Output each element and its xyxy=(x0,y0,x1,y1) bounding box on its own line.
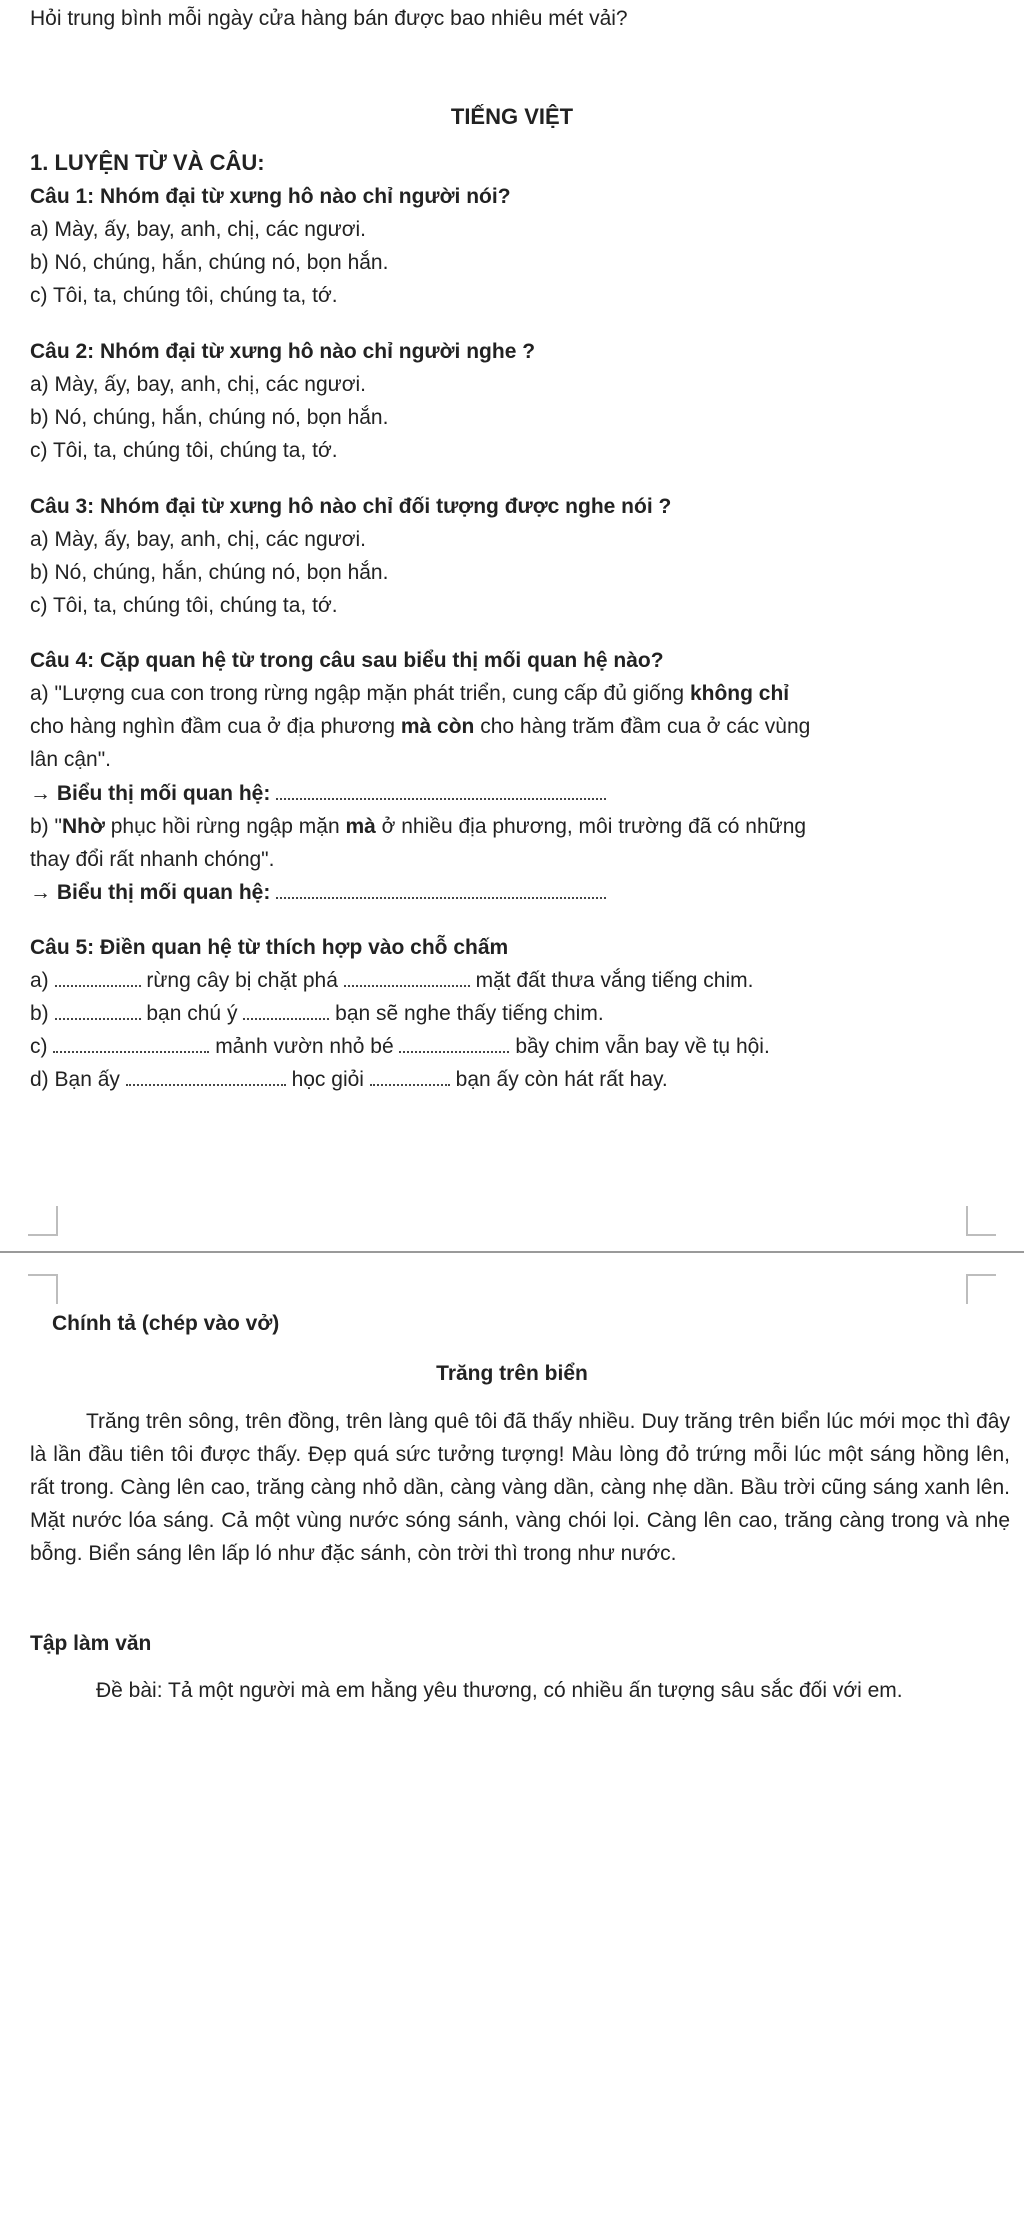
passage-title: Trăng trên biển xyxy=(436,1362,588,1385)
q4-a-text: a) "Lượng cua con trong rừng ngập mặn phát triển, cung cấp đủ giống xyxy=(30,682,690,705)
q5-c-text: mảnh vườn nhỏ bé xyxy=(215,1035,394,1058)
q4-b-text: b) " xyxy=(30,815,62,838)
passage-text: Trăng trên sông, trên đồng, trên làng quê tôi đã thấy nhiều. Duy trăng trên biển lúc mới mọc thì đây là lần đầu tiên tôi được thấy. Đẹp quá sức tưởng tượng! Màu lòng đỏ trứng mỗi lúc một sáng hồng lên, rất trong. Càng lên cao, trăng càng nhỏ dần, càng vàng dần, càng nhẹ dần. Bầu trời cũng sáng xanh lên. Mặt nước lóa sáng. Cả một vùng nước sóng sánh, vàng chói lọi. Càng lên cao, trăng càng trong và nhẹ bỗng. Biển sáng lên lấp ló như đặc sánh, còn trời thì trong như nước. xyxy=(30,1410,1010,1565)
q5-d-text-end: bạn ấy còn hát rất hay. xyxy=(455,1068,668,1091)
question-4-b-answer xyxy=(30,880,606,906)
page-corner-mark xyxy=(28,1274,58,1304)
page-corner-mark xyxy=(966,1206,996,1236)
question-2-option-a: a) Mày, ấy, bay, anh, chị, các ngươi. xyxy=(30,373,366,396)
q5-c-text-end: bầy chim vẫn bay về tụ hội. xyxy=(515,1035,770,1058)
question-4-a-line-1 xyxy=(30,681,789,707)
question-5-title: Câu 5: Điền quan hệ từ thích hợp vào chỗ chấm xyxy=(30,936,509,959)
question-1-option-b: b) Nó, chúng, hắn, chúng nó, bọn hắn. xyxy=(30,251,389,274)
question-4-b-line-1 xyxy=(30,814,806,840)
question-5-c xyxy=(30,1034,770,1060)
dictation-heading: Chính tả (chép vào vở) xyxy=(52,1312,280,1335)
question-5-a xyxy=(30,968,753,994)
q5-d-text: học giỏi xyxy=(291,1068,364,1091)
q4-b-bold-1: Nhờ xyxy=(61,815,105,838)
question-5-d xyxy=(30,1067,668,1093)
writing-prompt: Đề bài: Tả một người mà em hằng yêu thương, có nhiều ấn tượng sâu sắc đối với em. xyxy=(96,1679,903,1702)
q5-c-label: c) xyxy=(30,1035,48,1058)
question-4-a-line-2 xyxy=(30,714,810,740)
q4-a-text-3: cho hàng trăm đầm cua ở các vùng xyxy=(474,715,811,738)
answer-blank-2[interactable] xyxy=(276,881,606,899)
question-4-title: Câu 4: Cặp quan hệ từ trong câu sau biểu thị mối quan hệ nào? xyxy=(30,649,664,672)
q5-a-label: a) xyxy=(30,969,49,992)
question-2-option-b: b) Nó, chúng, hắn, chúng nó, bọn hắn. xyxy=(30,406,389,429)
q4-a-bold-connective-2: mà còn xyxy=(400,715,475,738)
page-corner-mark xyxy=(28,1206,58,1236)
question-2-option-c: c) Tôi, ta, chúng tôi, chúng ta, tớ. xyxy=(30,439,338,462)
blank[interactable] xyxy=(53,1035,209,1053)
q4-b-bold-2: mà xyxy=(345,815,376,838)
question-5-b xyxy=(30,1001,604,1027)
question-1-option-a: a) Mày, ấy, bay, anh, chị, các ngươi. xyxy=(30,218,366,241)
question-3-option-b: b) Nó, chúng, hắn, chúng nó, bọn hắn. xyxy=(30,561,389,584)
q4-b-text-2: phục hồi rừng ngập mặn xyxy=(104,815,346,838)
blank[interactable] xyxy=(344,969,470,987)
blank[interactable] xyxy=(55,1002,141,1020)
page-corner-mark xyxy=(966,1274,996,1304)
question-4-a-answer xyxy=(30,781,606,807)
answer-label: → Biểu thị mối quan hệ: xyxy=(30,782,271,805)
answer-blank[interactable] xyxy=(276,782,606,800)
question-4-a-line-3: lân cận". xyxy=(30,748,112,771)
top-question: Hỏi trung bình mỗi ngày cửa hàng bán được bao nhiêu mét vải? xyxy=(30,7,628,30)
question-3-option-c: c) Tôi, ta, chúng tôi, chúng ta, tớ. xyxy=(30,594,338,617)
writing-heading: Tập làm văn xyxy=(30,1632,152,1655)
q5-b-label: b) xyxy=(30,1002,49,1025)
blank[interactable] xyxy=(399,1035,509,1053)
answer-label-2: → Biểu thị mối quan hệ: xyxy=(30,881,271,904)
section-title: TIẾNG VIỆT xyxy=(450,104,574,129)
question-1-title: Câu 1: Nhóm đại từ xưng hô nào chỉ người nói? xyxy=(30,185,511,208)
q5-a-text-end: mặt đất thưa vắng tiếng chim. xyxy=(475,969,754,992)
question-1-option-c: c) Tôi, ta, chúng tôi, chúng ta, tớ. xyxy=(30,284,338,307)
q5-b-text: bạn chú ý xyxy=(146,1002,238,1025)
blank[interactable] xyxy=(126,1068,286,1086)
q4-a-bold-connective: không chỉ xyxy=(689,682,790,705)
q4-a-text-2: cho hàng nghìn đầm cua ở địa phương xyxy=(30,715,401,738)
blank[interactable] xyxy=(370,1068,450,1086)
question-3-title: Câu 3: Nhóm đại từ xưng hô nào chỉ đối tượng được nghe nói ? xyxy=(30,495,672,518)
q5-b-text-end: bạn sẽ nghe thấy tiếng chim. xyxy=(335,1002,604,1025)
part-title: 1. LUYỆN TỪ VÀ CÂU: xyxy=(30,150,265,175)
q4-b-text-3: ở nhiều địa phương, môi trường đã có những xyxy=(375,815,807,838)
page-divider xyxy=(0,1251,1024,1253)
question-4-b-line-2: thay đổi rất nhanh chóng". xyxy=(30,848,275,871)
blank[interactable] xyxy=(55,969,141,987)
question-2-title: Câu 2: Nhóm đại từ xưng hô nào chỉ người nghe ? xyxy=(30,340,536,363)
blank[interactable] xyxy=(243,1002,329,1020)
question-3-option-a: a) Mày, ấy, bay, anh, chị, các ngươi. xyxy=(30,528,366,551)
q5-a-text: rừng cây bị chặt phá xyxy=(146,969,338,992)
q5-d-label: d) Bạn ấy xyxy=(30,1068,120,1091)
